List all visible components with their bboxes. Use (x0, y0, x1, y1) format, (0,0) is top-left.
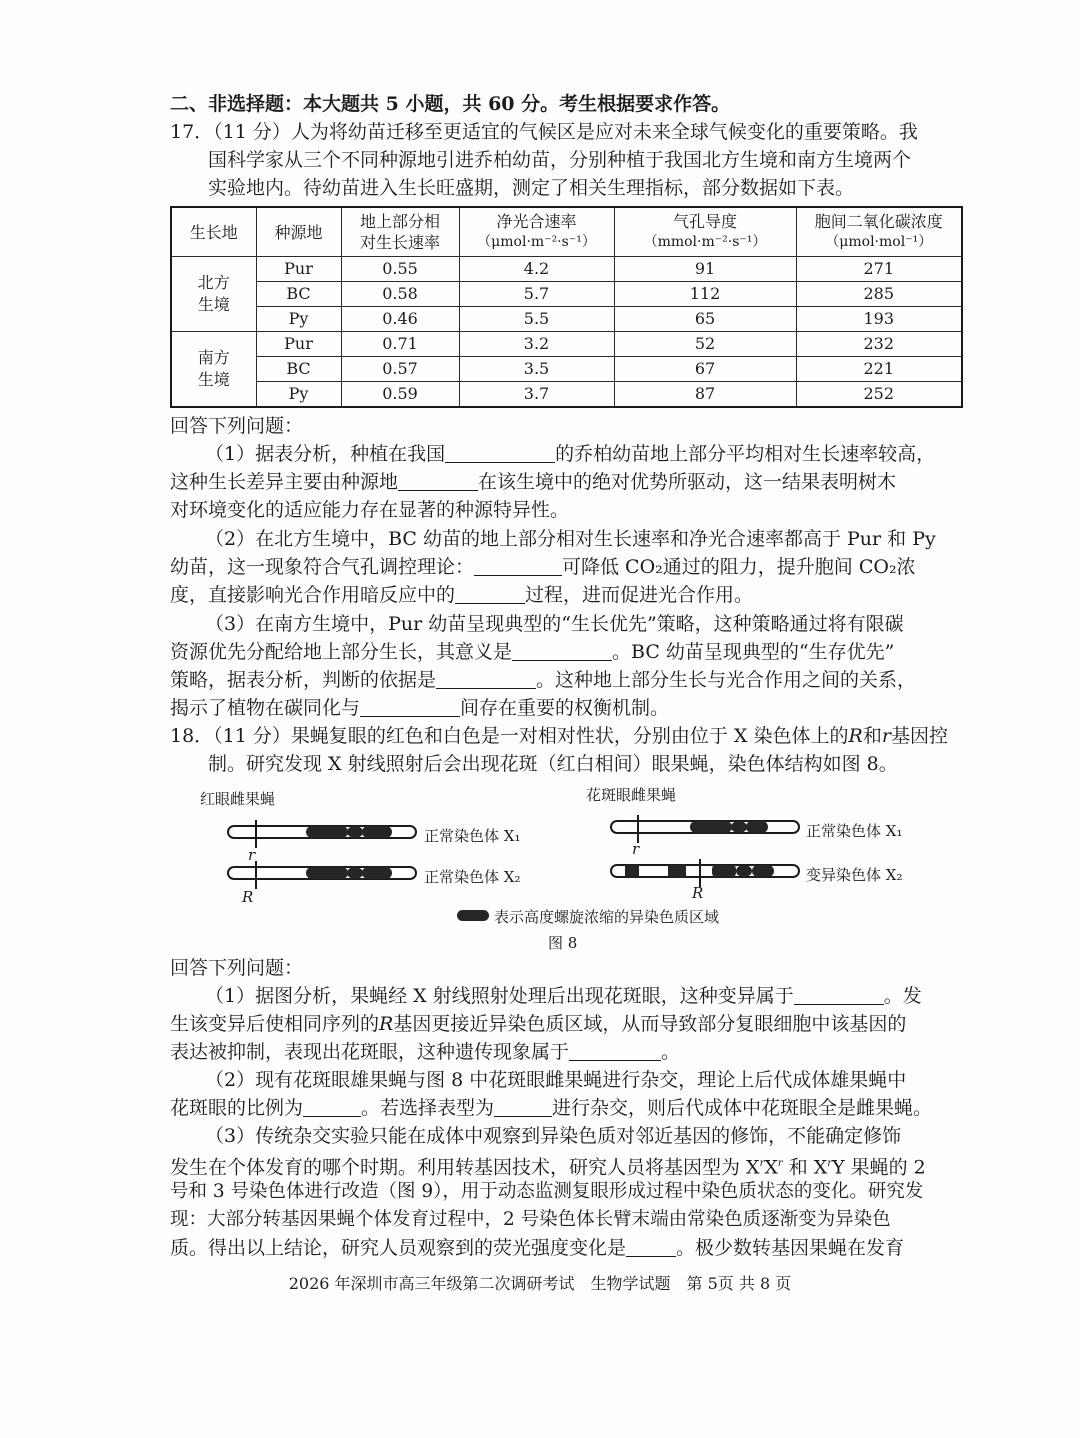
q17-p1-a: （1）据表分析，种植在我国 (205, 443, 446, 465)
q18-p1-b: 。发 (883, 985, 922, 1007)
q18-p3-sup1: r (759, 1158, 765, 1169)
chromosome-left-x1 (228, 820, 416, 848)
cell-co2: 271 (796, 257, 962, 282)
q17-p1-c: 这种生长差异主要由种源地 (170, 471, 399, 493)
site-north-1: 北方 (197, 273, 230, 292)
answer-blank[interactable] (303, 1096, 361, 1117)
label-right-x1: 正常染色体 X₁ (806, 822, 903, 840)
q18-p2-line2 (170, 1094, 932, 1122)
q17-intro-line2: 国科学家从三个不同种源地引进乔柏幼苗，分别种植于我国北方生境和南方生境两个 (208, 149, 912, 171)
label-left-x2: 正常染色体 X₂ (424, 868, 521, 886)
q17-p1-d: 在该生境中的绝对优势所驱动，这一结果表明树木 (478, 471, 897, 493)
q18-intro-R: R (848, 725, 863, 747)
q17-p1-b: 的乔柏幼苗地上部分平均相对生长速率较高， (555, 443, 936, 465)
page-footer: 2026 年深圳市高三年级第二次调研考试 生物学试题 第 5页 共 8 页 (288, 1274, 792, 1293)
cell-stomata: 112 (614, 282, 796, 307)
q18-p2-line1: （2）现有花斑眼雄果蝇与图 8 中花斑眼雌果蝇进行杂交，理论上后代成体雄果蝇中 (205, 1069, 907, 1091)
header-stomata-1: 气孔导度 (672, 212, 737, 231)
q18-p3-line1: （3）传统杂交实验只能在成体中观察到异染色质对邻近基因的修饰，不能确定修饰 (205, 1125, 902, 1147)
answer-blank[interactable] (794, 984, 884, 1005)
q18-p3-b3: 和 X (782, 1156, 828, 1179)
q18-p1-line3 (170, 1038, 680, 1066)
cell-co2: 193 (796, 307, 962, 332)
q17-p1-line3: 对环境变化的适应能力存在显著的种源特异性。 (170, 499, 570, 521)
gene-R-left: R (242, 888, 254, 906)
answer-blank[interactable] (494, 1096, 552, 1117)
header-co2-2: （μmol·mol⁻¹） (825, 234, 933, 250)
q17-p3-e: 。这种地上部分生长与光合作用之间的关系， (536, 669, 917, 691)
section-heading: 二、非选择题：本大题共 5 小题，共 60 分。考生根据要求作答。 (170, 93, 731, 115)
q17-p2-e: 过程，进而促进光合作用。 (525, 584, 754, 606)
cell-source: Pur (256, 332, 341, 357)
cell-photo: 3.5 (459, 357, 614, 382)
header-photo-2: （μmol·m⁻²·s⁻¹） (477, 234, 596, 250)
q18-intro-r: r (881, 725, 891, 747)
answer-blank[interactable] (569, 1040, 661, 1061)
header-site: 生长地 (171, 207, 256, 257)
q18-p2-d: 进行杂交，则后代成体中花斑眼全是雌果蝇。 (552, 1097, 933, 1119)
cell-growth: 0.58 (341, 282, 459, 307)
cell-source: BC (256, 357, 341, 382)
q17-p3-f: 揭示了植物在碳同化与 (170, 697, 361, 719)
label-left-x1: 正常染色体 X₁ (424, 827, 521, 845)
header-stomata-2: （mmol·m⁻²·s⁻¹） (643, 234, 767, 250)
q17-p3-line1: （3）在南方生境中，Pur 幼苗呈现典型的“生长优先”策略，这种策略通过将有限碳 (205, 613, 904, 635)
q18-p3-line2 (170, 1150, 926, 1181)
q18-p1-c1: 生该变异后使相同序列的 (170, 1013, 380, 1035)
cell-growth: 0.46 (341, 307, 459, 332)
site-south-2: 生境 (197, 370, 230, 389)
q18-p3-line3: 号和 3 号染色体进行改造（图 9），用于动态监测复眼形成过程中染色质状态的变化。研究发 (170, 1181, 924, 1202)
cell-stomata: 65 (614, 307, 796, 332)
q18-p3-sup2: r (777, 1158, 783, 1169)
fig8-legend: 表示高度螺旋浓缩的异染色质区域 (494, 908, 720, 926)
q18-p3-sup3: r (827, 1158, 833, 1169)
chromosome-right-x2-mutant (611, 859, 799, 887)
cell-photo: 3.7 (459, 382, 614, 408)
legend-swatch (457, 910, 489, 921)
q17-intro-line3: 实验地内。待幼苗进入生长旺盛期，测定了相关生理指标，部分数据如下表。 (208, 177, 855, 199)
cell-source: BC (256, 282, 341, 307)
cell-co2: 252 (796, 382, 962, 408)
q17-p2-c: 可降低 CO₂通过的阻力，提升胞间 CO₂浓 (562, 556, 916, 578)
q18-p3-line5 (170, 1234, 904, 1262)
cell-growth: 0.59 (341, 382, 459, 408)
cell-stomata: 67 (614, 357, 796, 382)
q18-p2-c: 。若选择表型为 (361, 1097, 495, 1119)
label-right-x2: 变异染色体 X₂ (806, 866, 903, 884)
q18-answer-prompt: 回答下列问题： (170, 957, 304, 979)
cell-growth: 0.57 (341, 357, 459, 382)
cell-growth: 0.55 (341, 257, 459, 282)
q18-p1-line1 (205, 982, 922, 1010)
header-growth-1: 地上部分相 (359, 212, 440, 231)
header-photo-1: 净光合速率 (496, 212, 577, 231)
q17-p3-g: 间存在重要的权衡机制。 (460, 697, 670, 719)
q17-p2-b: 幼苗，这一现象符合气孔调控理论： (170, 556, 475, 578)
q18-p2-b: 花斑眼的比例为 (170, 1097, 304, 1119)
fig8-left-title: 红眼雌果蝇 (200, 790, 276, 808)
cell-co2: 221 (796, 357, 962, 382)
q18-p1-line2 (170, 1010, 906, 1038)
header-growth-2: 对生长速率 (359, 233, 440, 252)
cell-source: Py (256, 382, 341, 408)
cell-co2: 232 (796, 332, 962, 357)
cell-photo: 3.2 (459, 332, 614, 357)
chromosome-left-x2 (228, 861, 416, 889)
q17-intro-line1: 17．（11 分）人为将幼苗迁移至更适宜的气候区是应对未来全球气候变化的重要策略。我 (170, 121, 918, 143)
header-co2-1: 胞间二氧化碳浓度 (814, 212, 943, 231)
cell-source: Pur (256, 257, 341, 282)
gene-R-right: R (692, 884, 704, 902)
gene-r-left: r (248, 846, 256, 864)
cell-photo: 5.7 (459, 282, 614, 307)
q18-p1-a: （1）据图分析，果蝇经 X 射线照射处理后出现花斑眼，这种变异属于 (205, 985, 794, 1007)
site-north-2: 生境 (197, 295, 230, 314)
cell-source: Py (256, 307, 341, 332)
cell-co2: 285 (796, 282, 962, 307)
q17-p3-d: 策略，据表分析，判断的依据是 (170, 669, 437, 691)
q18-intro-and: 和 (862, 725, 882, 747)
q18-p1-d: 表达被抑制，表现出花斑眼，这种遗传现象属于 (170, 1041, 570, 1063)
q18-p3-b1: 发生在个体发育的哪个时期。利用转基因技术，研究人员将基因型为 X (170, 1156, 760, 1179)
q18-intro-a: 18．（11 分）果蝇复眼的红色和白色是一对相对性状，分别由位于 X 染色体上的 (170, 725, 849, 747)
chromosome-right-x1 (611, 815, 799, 843)
gene-r-right: r (632, 840, 640, 858)
q18-p3-b2: X (764, 1156, 778, 1179)
q18-p3-f: 。极少数转基因果蝇在发育 (676, 1237, 905, 1259)
q18-p3-b4: Y 果蝇的 2 (832, 1156, 926, 1179)
q17-answer-prompt: 回答下列问题： (170, 415, 304, 437)
cell-growth: 0.71 (341, 332, 459, 357)
q18-p3-e: 质。得出以上结论，研究人员观察到的荧光强度变化是 (170, 1237, 627, 1259)
cell-photo: 5.5 (459, 307, 614, 332)
site-south-1: 南方 (197, 348, 230, 367)
q18-intro-b: 基因控 (890, 725, 948, 747)
fig8-right-title: 花斑眼雌果蝇 (586, 786, 677, 804)
q18-intro-line2: 制。研究发现 X 射线照射后会出现花斑（红白相间）眼果蝇，染色体结构如图 8。 (208, 753, 898, 775)
cell-stomata: 52 (614, 332, 796, 357)
q17-p3-c: 。BC 幼苗呈现典型的“生存优先” (612, 641, 895, 663)
q18-p3-line4: 现：大部分转基因果蝇个体发育过程中，2 号染色体长臂末端由常染色质逐渐变为异染色 (170, 1209, 891, 1230)
q18-p1-c2: 基因更接近异染色质区域，从而导致部分复眼细胞中该基因的 (393, 1013, 907, 1035)
q17-p2-d: 度，直接影响光合作用暗反应中的 (170, 584, 456, 606)
answer-blank[interactable] (626, 1236, 676, 1257)
cell-stomata: 91 (614, 257, 796, 282)
q18-p1-e: 。 (661, 1041, 681, 1063)
cell-photo: 4.2 (459, 257, 614, 282)
header-source: 种源地 (256, 207, 341, 257)
q18-p1-R: R (379, 1013, 394, 1035)
q17-p2-line1: （2）在北方生境中，BC 幼苗的地上部分相对生长速率和净光合速率都高于 Pur 和 Py (205, 528, 936, 550)
fig8-caption: 图 8 (548, 934, 578, 952)
q17-p3-b: 资源优先分配给地上部分生长，其意义是 (170, 641, 513, 663)
cell-stomata: 87 (614, 382, 796, 408)
